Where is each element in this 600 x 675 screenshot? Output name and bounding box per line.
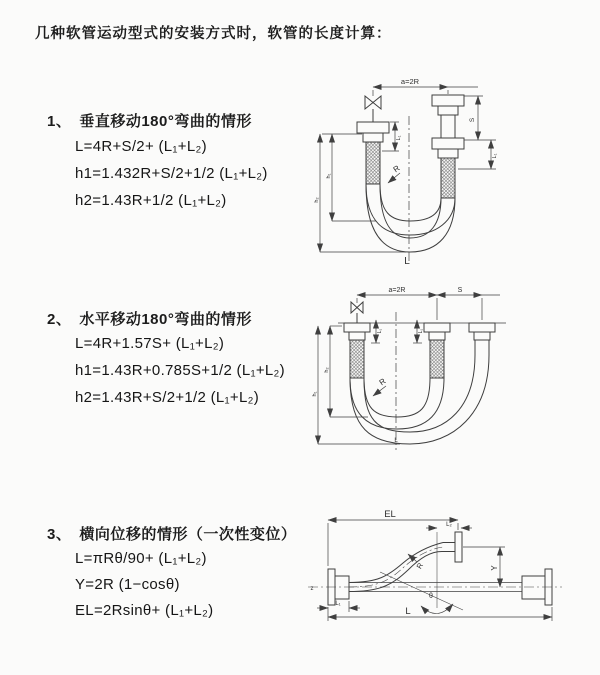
hose-u-bends (350, 355, 489, 444)
section-1-number: 1、 (47, 113, 72, 130)
radius-label: R (391, 163, 402, 175)
section-2-formula-l: L=4R+1.57S+ (L₁+L₂) (75, 335, 225, 352)
section-3-number: 3、 (47, 526, 72, 543)
dim-l1-right-label: L₁ (492, 153, 498, 159)
dim-l2-label: L₂ (446, 522, 452, 528)
section-2-number: 2、 (47, 311, 72, 328)
dim-a2r-label: a=2R (388, 287, 406, 294)
hose-s-curve (349, 543, 443, 592)
section-2-formula-h1: h1=1.43R+0.785S+1/2 (L₁+L₂) (75, 362, 285, 379)
section-1-formula-h2: h2=1.43R+1/2 (L₁+L₂) (75, 192, 227, 209)
valve-icon (351, 302, 363, 323)
radius-label: R (377, 376, 388, 388)
diagram-horizontal-180-bend (310, 282, 600, 460)
diagram-lateral-displacement (300, 505, 600, 650)
right-hose-braid (441, 158, 455, 198)
dim-a2r (357, 295, 437, 320)
radius-leader (388, 173, 400, 183)
dim-l1-left-label: L₁ (377, 328, 383, 334)
radius-label: R (414, 561, 426, 571)
dim-l1-label: L₁ (335, 601, 341, 607)
section-3-formula-el: EL=2Rsinθ+ (L₁+L₂) (75, 602, 214, 619)
length-label: L (405, 606, 411, 617)
axis-break-mark: z (310, 586, 314, 592)
dim-l (328, 607, 552, 621)
dim-el (328, 520, 458, 566)
right-flange-lower (432, 138, 464, 158)
dim-h2-label: h₂ (324, 367, 330, 373)
section-1-heading (47, 110, 252, 131)
left-hose-braid (350, 340, 364, 378)
middle-flange (424, 323, 450, 340)
radius-leader (373, 386, 386, 396)
valve-icon (365, 96, 381, 122)
diagram-vertical-180-bend (310, 72, 600, 268)
section-3-heading (47, 523, 296, 544)
dim-el-label: EL (384, 509, 396, 520)
section-1-formula-h1: h1=1.432R+S/2+1/2 (L₁+L₂) (75, 165, 268, 182)
dim-s (437, 295, 500, 320)
section-1-formula-l: L=4R+S/2+ (L₁+L₂) (75, 138, 207, 155)
dim-s-label: S (469, 117, 476, 123)
left-flange (344, 323, 370, 340)
dim-s-label: S (457, 287, 463, 294)
angle-theta-construction (380, 572, 463, 614)
section-3-title: 横向位移的情形（一次性变位） (79, 526, 297, 543)
section-2-heading (47, 308, 252, 329)
page-title: 几种软管运动型式的安装方式时，软管的长度计算： (35, 26, 392, 42)
top-flange (443, 532, 462, 562)
dim-h2-label: h₂ (314, 197, 320, 203)
length-label: L (404, 256, 410, 267)
section-3-formula-y: Y=2R (1−cosθ) (75, 576, 180, 593)
dim-l1-mid-label: L₁ (418, 328, 424, 334)
dim-l1-left-label: L₁ (396, 135, 402, 141)
middle-hose-braid (430, 340, 444, 378)
left-flange (357, 122, 389, 142)
dim-h1-label: h₁ (312, 391, 318, 397)
angle-theta-label: θ (429, 593, 433, 600)
right-flange-upper (432, 95, 464, 115)
dim-h2 (320, 134, 406, 252)
section-3-formula-l: L=πRθ/90+ (L₁+L₂) (75, 550, 207, 567)
left-hose-braid (366, 142, 380, 184)
length-label: L (394, 438, 398, 444)
section-2-title: 水平移动180°弯曲的情形 (79, 311, 252, 328)
dim-a2r-label: a=2R (400, 77, 420, 86)
dim-h1-label: h₁ (326, 173, 332, 179)
right-flange (469, 323, 495, 340)
dim-y-label: Y (490, 565, 499, 571)
section-2-formula-h2: h2=1.43R+S/2+1/2 (L₁+L₂) (75, 389, 260, 406)
section-1-title: 垂直移动180°弯曲的情形 (79, 113, 252, 130)
